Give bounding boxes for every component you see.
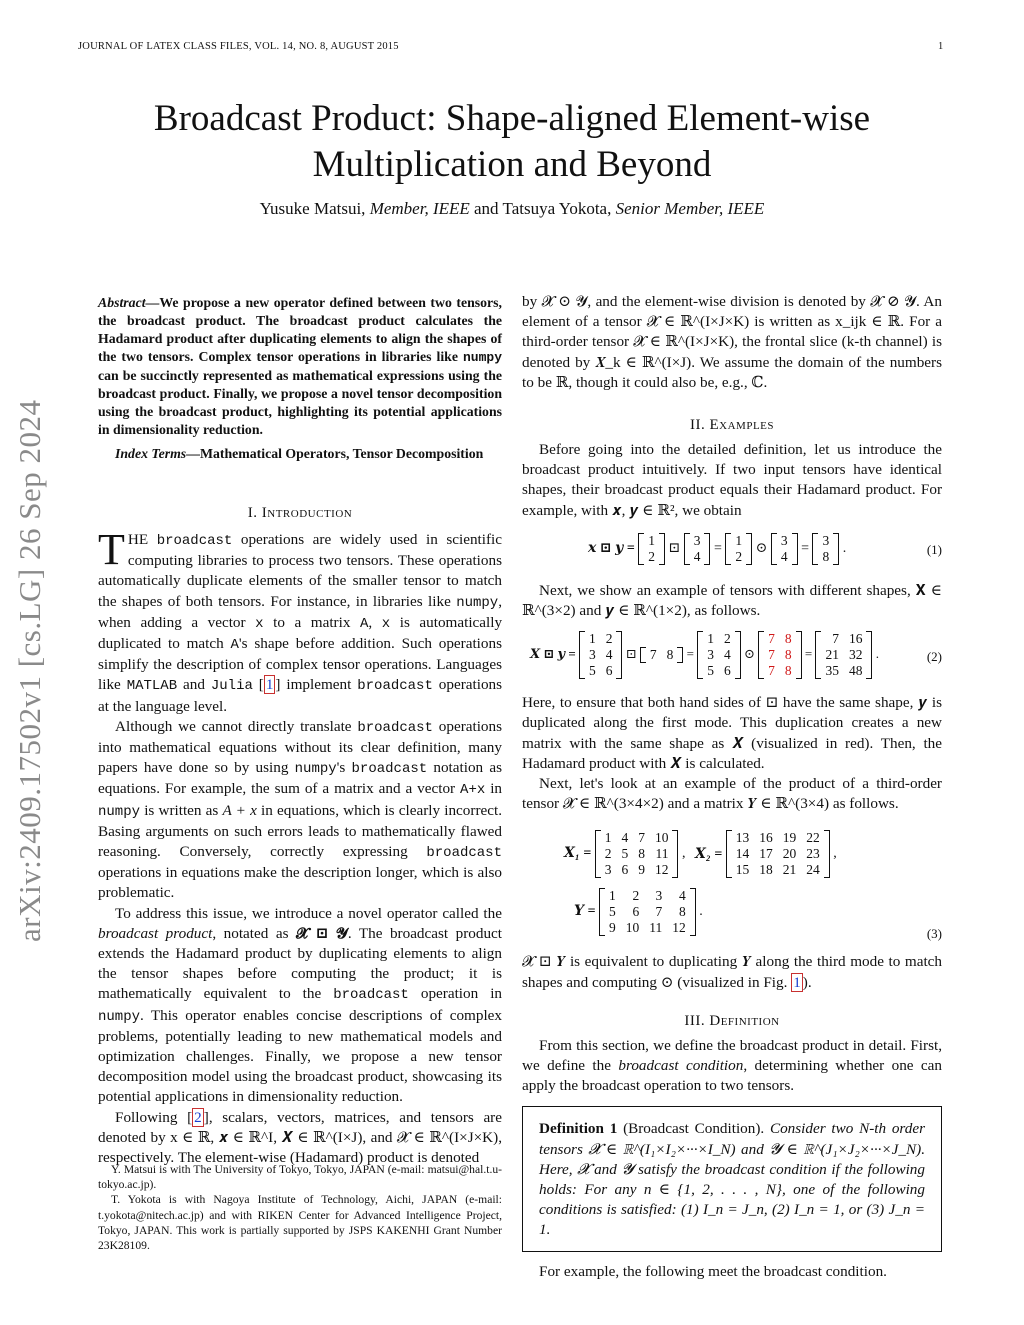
intro-p1-a: HE — [127, 531, 149, 548]
examples-paragraph-2: Next, we show an example of tensors with different shapes, 𝐗 ∈ ℝ^(3×2) and 𝒚 ∈ ℝ^(1×2), as follows. — [522, 581, 942, 620]
matrix-cell: 17 — [759, 846, 773, 862]
abstract-label: Abstract — [98, 295, 146, 310]
definition-body-2 — [522, 1262, 942, 1282]
intro-p3-e: . This operator enables concise descriptions of complex problems, potentially leading to new mathematical models and optimization challenges. Finally, we propose a new tensor decomposition model using the broadcast product, showcasing its potential applications in dimensionality reduction. — [98, 1006, 502, 1106]
matrix-cell: 5 — [621, 846, 629, 862]
examples-paragraph-3: Here, to ensure that both hand sides of ⊡ have the same shape, 𝒚 is duplicated along the first mode. This duplication creates a new matrix with the same shape as 𝑿 (visualized in red). Then, the Hadamard product with 𝑿 is calculated. — [522, 694, 942, 772]
matrix-cell: 1 — [707, 631, 714, 647]
hadamard-operator: ⊙ — [755, 541, 768, 557]
eq3-matrix-X2 — [726, 830, 830, 878]
eq2-lhs: 𝑿 ⊡ 𝒚 = — [530, 646, 576, 662]
code-broadcast: broadcast — [426, 845, 502, 862]
footnotes — [98, 1162, 502, 1253]
left-column — [98, 294, 503, 1253]
eq2-result — [815, 631, 872, 679]
citation-link-1[interactable]: 1 — [265, 676, 274, 694]
intro-p2-b: operations into mathematical equations without its clear definition, many papers have done so by using — [98, 717, 503, 777]
intro-p1-d: to a matrix — [273, 613, 351, 631]
matrix-cell: 4 — [605, 647, 613, 663]
author-line — [60, 199, 964, 219]
equals-sign: = — [686, 646, 694, 662]
matrix-cell: 7 — [768, 631, 775, 647]
intro-paragraph-1: THE broadcast operations are widely used in scientific computing libraries to process two tensors. These operations automatically duplicate elements of the smaller tensor to match the shapes of both tensors. For instance, in libraries like numpy, when adding a vector x to a matrix A, x is automatically duplicated to match A's shape before addition. Such operations simplify the description of complex tensor operations. Languages like MATLAB and Julia [ 1 ] implement broadcast operations at the language level. — [98, 525, 503, 715]
eq2-duplicated-y-red — [758, 631, 802, 679]
matrix-cell: 6 — [621, 862, 629, 878]
definition-p1-b: , determining whether one can apply the broadcast operation to two tensors. — [522, 1057, 943, 1095]
intro-p3-b: , notated as — [212, 924, 289, 942]
code-broadcast: broadcast — [351, 761, 428, 778]
matrix-cell: 8 — [666, 647, 674, 663]
eq3-y-label: 𝒀 = — [574, 904, 596, 920]
paper-title — [60, 96, 964, 188]
matrix-cell: 3 — [822, 532, 830, 548]
index-terms-text: —Mathematical Operators, Tensor Decomposition — [186, 446, 484, 461]
figure-link-1[interactable]: 1 — [793, 973, 801, 991]
intro-p2-a: Although we cannot directly translate — [115, 717, 352, 735]
broadcast-operator: ⊡ — [668, 541, 681, 557]
definition-body — [522, 1036, 942, 1097]
eq-period: . — [699, 904, 703, 920]
intro-p2-e: in — [490, 780, 503, 798]
definition-final-paragraph: For example, the following meet the broadcast condition. — [539, 1262, 887, 1280]
code-numpy: numpy — [294, 761, 337, 778]
matrix-cell: 5 — [707, 663, 714, 679]
matrix-cell: 2 — [723, 631, 731, 647]
intro-p2-g: in equations, which is clearly incorrect. Basing arguments on such errors leads to mathematically flawed reasoning. Conversely, correctly expressing — [98, 801, 502, 861]
intro-p1-h: and — [183, 676, 205, 694]
matrix-cell: 3 — [707, 647, 714, 663]
matrix-cell: 4 — [693, 548, 701, 564]
matrix-cell: 8 — [784, 631, 792, 647]
journal-header: JOURNAL OF LATEX CLASS FILES, VOL. 14, NO. 8, AUGUST 2015 — [78, 41, 399, 52]
matrix-cell: 21 — [782, 862, 797, 878]
definition-p1-a: From this section, we define the broadcast product in detail. First, we define the — [522, 1036, 942, 1075]
intro-p3-d: operation in — [420, 985, 503, 1003]
math-a-plus-x: A + x — [222, 801, 257, 819]
equals-sign: = — [804, 646, 813, 662]
code-numpy: numpy — [98, 803, 141, 820]
intro-p2-h: operations in equations make the description longer, which is also problematic. — [98, 864, 502, 902]
matrix-cell: 4 — [621, 830, 629, 846]
eq3-x2-label: 𝑿₂ = — [694, 846, 723, 862]
equation-number-1: (1) — [926, 541, 942, 557]
code-numpy: numpy — [98, 1008, 141, 1025]
equals-sign: = — [713, 541, 722, 557]
matrix-cell: 11 — [649, 920, 663, 936]
matrix-cell: 9 — [608, 920, 616, 936]
intro-p4-a: Following — [115, 1108, 178, 1126]
matrix-cell: 10 — [625, 920, 640, 936]
title-line-2: Multiplication and Beyond — [312, 144, 712, 185]
math-broadcast-notation: 𝓧 ⊡ 𝓨 — [295, 924, 348, 942]
intro-p2-f: is written as — [144, 801, 219, 819]
matrix-cell: 11 — [655, 846, 669, 862]
matrix-cell: 32 — [848, 647, 863, 663]
matrix-cell: 7 — [638, 830, 645, 846]
abstract-code: numpy — [462, 350, 502, 365]
code-broadcast: broadcast — [357, 719, 433, 736]
intro-p3-c: . The broadcast product extends the Hadamard product by duplicating elements to align the tensor shapes before computing the product; it is mathematically equivalent to the — [98, 924, 503, 1003]
code-broadcast: broadcast — [357, 678, 433, 695]
matrix-cell: 7 — [768, 663, 775, 679]
intro-p1-e: , — [368, 613, 373, 631]
author-1-role: Member, IEEE — [369, 199, 470, 218]
eq1-result — [812, 533, 839, 565]
intro-p1-b: operations are widely used in scientific computing libraries to process two tensors. These operations automatically duplicate elements of the smaller tensor to match the shapes of both tensors. For instance, in libraries like — [98, 531, 503, 610]
eq2-matrix-X — [579, 631, 623, 679]
matrix-cell: 14 — [735, 846, 750, 862]
examples-paragraph-1: Before going into the detailed definition, let us introduce the broadcast product intuitively. If two input tensors have identical shapes, their broadcast product equals their Hadamard product. For example, with 𝒙, 𝒚 ∈ ℝ², we obtain — [522, 441, 942, 519]
matrix-cell: 2 — [648, 548, 655, 564]
equation-3 — [522, 830, 942, 948]
matrix-cell: 12 — [654, 862, 669, 878]
section-introduction-heading: I. Introduction — [247, 505, 353, 521]
eq-period: . — [842, 541, 847, 557]
examples-p5-a: 𝓧 ⊡ 𝒀 is equivalent to duplicating 𝒀 along the third mode to match shapes and computing ⊙ (visualized in Fig. — [522, 953, 942, 991]
footnote-yokota: T. Yokota is with Nagoya Institute of Technology, Aichi, JAPAN (e-mail: t.yokota@nitech.ac.jp) and with RIKEN Center for Advanced Intelligence Project, Tokyo, JAPAN. This work is partially supported by JSPS KAKENHI Grant Number 23K28109. — [98, 1193, 502, 1253]
eq1-vector-y — [684, 533, 711, 565]
intro-p4-b: , scalars, vectors, matrices, and tensors are denoted by x ∈ ℝ, 𝒙 ∈ ℝ^I, 𝑿 ∈ ℝ^(I×J), and 𝓧 ∈ ℝ^(I×J×K), respectively. The element-wise (Hadamard) product is denoted — [98, 1108, 502, 1167]
equation-2 — [522, 629, 942, 689]
intro-paragraph-2 — [98, 717, 502, 904]
examples-body-2 — [522, 581, 942, 621]
examples-paragraph-5 — [522, 952, 942, 992]
matrix-cell: 12 — [672, 920, 686, 936]
matrix-cell: 19 — [782, 830, 797, 846]
matrix-cell: 18 — [759, 862, 773, 878]
equation-1 — [522, 529, 942, 577]
examples-body-3 — [522, 693, 942, 814]
author-conjunction: and — [474, 199, 499, 218]
matrix-cell: 2 — [604, 846, 612, 862]
code-broadcast: broadcast — [333, 987, 409, 1004]
intro-paragraph-4: Following [ 2 ], scalars, vectors, matrices, and tensors are denoted by x ∈ ℝ, 𝒙 ∈ ℝ^I, 𝑿 ∈ ℝ^(I×J), and 𝓧 ∈ ℝ^(I×J×K), respectively. The element-wise (Hadamard) product is denoted — [98, 1108, 502, 1167]
matrix-cell: 6 — [632, 904, 640, 920]
eq3-x1-label: 𝑿₁ = — [564, 846, 592, 862]
matrix-cell: 7 — [832, 631, 839, 647]
definition-paragraph-1 — [522, 1036, 942, 1097]
eq2-row-vector-y — [640, 647, 684, 663]
intro-p1-f: is automatically duplicated to match — [98, 613, 503, 653]
eq3-matrix-Y — [599, 888, 696, 936]
matrix-cell: 3 — [604, 862, 612, 878]
intro-p1-c: , when adding a vector — [98, 592, 502, 631]
matrix-cell: 21 — [825, 647, 839, 663]
matrix-cell: 1 — [735, 532, 743, 548]
matrix-cell: 8 — [678, 904, 686, 920]
equation-number-3: (3) — [926, 926, 942, 942]
code-A: A — [359, 615, 369, 632]
eq-comma: , — [833, 846, 837, 862]
code-A: A — [230, 637, 239, 654]
definition-text: Consider two N-th order tensors 𝓧 ∈ ℝ^(I₁×I₂×···×I_N) and 𝓨 ∈ ℝ^(J₁×J₂×···×J_N). Here, 𝓧 and 𝓨 satisfy the broadcast condition if the following holds: For any n ∈ {1, 2, . . . , N}, one of the following conditions is satisfied: (1) I_n = J_n, (2) I_n = 1, or (3) J_n = 1. — [539, 1120, 925, 1239]
author-2: Tatsuya Yokota, — [502, 199, 612, 218]
matrix-cell: 20 — [782, 846, 797, 862]
matrix-cell: 5 — [588, 663, 596, 679]
arxiv-identifier: arXiv:2409.17502v1 [cs.LG] 26 Sep 2024 — [12, 399, 47, 942]
matrix-cell: 3 — [655, 888, 663, 904]
definition-1-box — [522, 1106, 942, 1251]
term-broadcast-condition: broadcast condition — [618, 1057, 744, 1075]
eq1-vector-y-copy — [771, 533, 798, 565]
section-examples-heading: II. Examples — [690, 417, 774, 434]
index-terms — [98, 445, 502, 463]
matrix-cell: 13 — [735, 830, 750, 846]
intro-p1-g: 's shape before addition. Such operations simplify the description of complex tensor operations. Languages like — [98, 635, 503, 694]
drop-cap: T — [98, 525, 125, 574]
examples-body-4 — [522, 952, 942, 992]
matrix-cell: 22 — [806, 830, 820, 846]
matrix-cell: 7 — [655, 904, 663, 920]
matrix-cell: 16 — [759, 830, 773, 846]
matrix-cell: 5 — [608, 904, 616, 920]
index-terms-label: Index Terms — [115, 446, 187, 461]
examples-body — [522, 440, 942, 521]
matrix-cell: 7 — [649, 647, 657, 663]
code-x: x — [255, 615, 264, 632]
matrix-cell: 6 — [605, 663, 613, 679]
matrix-cell: 3 — [693, 532, 701, 548]
code-a-plus-x: A+x — [460, 782, 486, 799]
abstract-text-a: —We propose a new operator defined between two tensors, the broadcast product. The broadcast product calculates the Hadamard product after duplicating elements to align the shapes of the two tensors. Complex tensor operations in libraries like — [98, 295, 502, 364]
notation-continued — [522, 292, 942, 393]
intro-p2-d: notation as equations. For example, the sum of a matrix and a vector — [98, 759, 502, 798]
right-column — [522, 292, 942, 1282]
intro-p3-a: To address this issue, we introduce a novel operator called the — [115, 904, 502, 922]
page-number: 1 — [938, 41, 944, 52]
hadamard-operator: ⊙ — [743, 646, 755, 662]
matrix-cell: 2 — [605, 631, 613, 647]
equation-number-2: (2) — [926, 649, 942, 665]
matrix-cell: 8 — [784, 647, 792, 663]
matrix-cell: 7 — [768, 647, 775, 663]
abstract — [98, 294, 502, 439]
eq-period: . — [875, 646, 879, 662]
code-broadcast: broadcast — [156, 533, 233, 549]
definition-label: Definition 1 — [539, 1120, 618, 1138]
eq1-vector-x-copy — [725, 533, 752, 565]
code-x: x — [381, 615, 391, 632]
examples-paragraph-4: Next, let's look at an example of the product of a third-order tensor 𝓧 ∈ ℝ^(3×4×2) and a matrix 𝒀 ∈ ℝ^(3×4) as follows. — [522, 775, 942, 813]
intro-p2-c: 's — [336, 759, 346, 777]
matrix-cell: 15 — [735, 862, 750, 878]
matrix-cell: 8 — [784, 663, 792, 679]
examples-p5-b: ). — [802, 973, 812, 991]
matrix-cell: 24 — [806, 862, 820, 878]
eq3-matrix-X1 — [595, 830, 679, 878]
term-broadcast-product: broadcast product — [98, 924, 213, 942]
introduction-body — [98, 525, 503, 1168]
title-line-1: Broadcast Product: Shape-aligned Element-wise — [153, 98, 871, 139]
code-matlab: MATLAB — [126, 678, 178, 695]
matrix-cell: 10 — [654, 830, 669, 846]
intro-p1-i: implement — [286, 676, 352, 694]
matrix-cell: 1 — [588, 631, 596, 647]
broadcast-operator: ⊡ — [625, 646, 637, 662]
matrix-cell: 4 — [780, 548, 788, 564]
eq-comma: , — [681, 846, 686, 862]
footnote-matsui: Y. Matsui is with The University of Tokyo, Tokyo, JAPAN (e-mail: matsui@hal.t.u-tokyo.ac.jp). — [98, 1163, 502, 1192]
intro-paragraph-3 — [98, 904, 502, 1108]
eq1-vector-x — [638, 533, 665, 565]
matrix-cell: 35 — [825, 663, 839, 679]
matrix-cell: 23 — [806, 846, 820, 862]
matrix-cell: 8 — [822, 548, 830, 564]
matrix-cell: 3 — [780, 532, 788, 548]
matrix-cell: 4 — [723, 647, 731, 663]
matrix-cell: 6 — [723, 663, 731, 679]
matrix-cell: 48 — [848, 663, 863, 679]
matrix-cell: 1 — [604, 830, 612, 846]
author-2-role: Senior Member, IEEE — [615, 199, 765, 218]
intro-p1-j: operations at the language level. — [98, 676, 503, 715]
matrix-cell: 1 — [608, 888, 616, 904]
eq1-lhs: 𝒙 ⊡ 𝒚 = — [588, 541, 635, 557]
code-numpy: numpy — [456, 594, 499, 611]
matrix-cell: 3 — [588, 647, 596, 663]
matrix-cell: 4 — [678, 888, 686, 904]
matrix-cell: 8 — [638, 846, 645, 862]
code-julia: Julia — [210, 678, 253, 695]
matrix-cell: 2 — [735, 548, 743, 564]
section-definition-heading: III. Definition — [684, 1012, 780, 1029]
abstract-text-b: can be succinctly represented as mathematical expressions using the broadcast product. Finally, we propose a novel tensor decomposition using the broadcast product, highlighting its potential applications in dimensionality reduction. — [98, 368, 502, 437]
citation-link-2[interactable]: 2 — [194, 1108, 202, 1126]
matrix-cell: 9 — [638, 862, 645, 878]
matrix-cell: 1 — [648, 532, 655, 548]
author-1: Yusuke Matsui, — [259, 199, 366, 218]
matrix-cell: 16 — [848, 631, 863, 647]
definition-name: (Broadcast Condition). — [623, 1120, 765, 1138]
equals-sign: = — [801, 541, 809, 557]
eq2-matrix-X-copy — [697, 631, 741, 679]
matrix-cell: 2 — [632, 888, 640, 904]
notation-paragraph: by 𝓧 ⊙ 𝓨, and the element-wise division is denoted by 𝓧 ⊘ 𝓨. An element of a tensor 𝓧 ∈ ℝ^(I×J×K) is written as x_ijk ∈ ℝ. For a third-order tensor 𝓧 ∈ ℝ^(I×J×K), the frontal slice (k-th channel) is denoted by 𝑿_k ∈ ℝ^(I×J). We assume the domain of the numbers to be ℝ, though it could also be, e.g., ℂ. — [522, 293, 942, 391]
